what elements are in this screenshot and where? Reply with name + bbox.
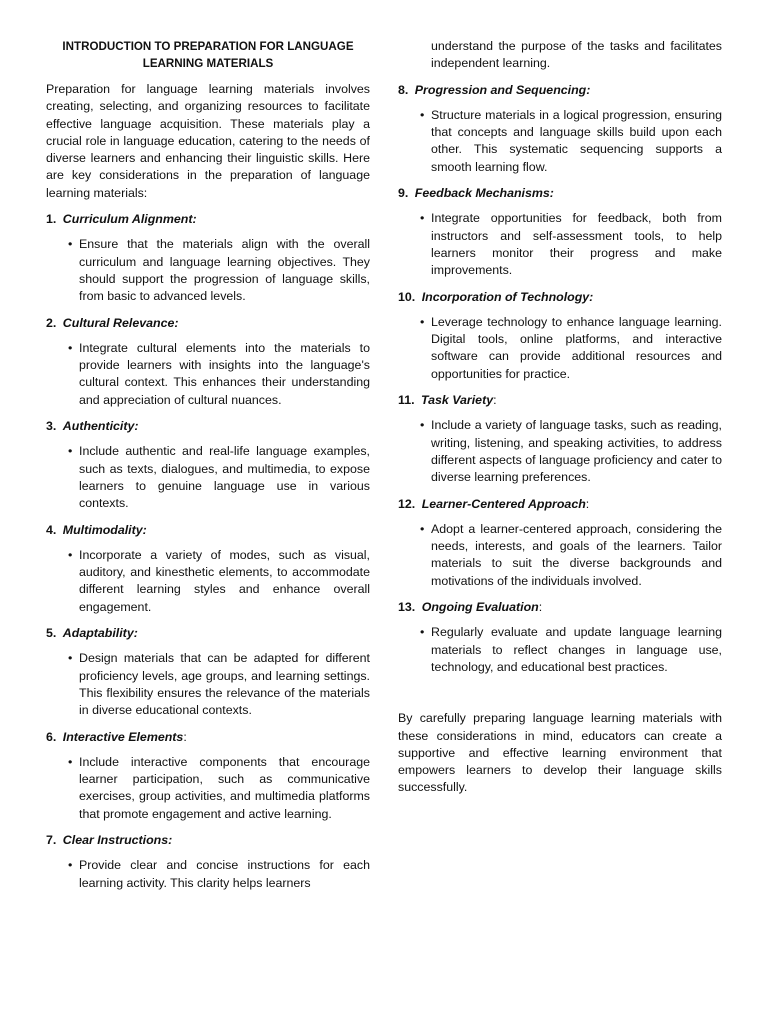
section-2 — [46, 315, 370, 409]
section-title-suffix: : — [493, 393, 497, 408]
section-number: 11. — [398, 393, 415, 408]
section-heading — [398, 392, 722, 409]
bullet-item: • Include interactive components that encourage learner participation, such as communicative exercises, group activities, and multimedia platforms that promote engagement and active learning. — [79, 754, 370, 823]
section-heading — [46, 315, 370, 332]
section-11 — [398, 392, 722, 486]
bullet-list — [46, 650, 370, 719]
bullet-list — [46, 340, 370, 409]
section-number: 12. — [398, 496, 416, 511]
section-title: Incorporation of Technology: — [421, 289, 594, 304]
section-number: 10. — [398, 289, 416, 304]
bullet-item: • Ensure that the materials align with the overall curriculum and language learning objectives. They should support the progression of language skills, from basic to advanced levels. — [79, 236, 370, 305]
section-7-continuation: understand the purpose of the tasks and facilitates independent learning. — [431, 39, 722, 71]
section-heading — [398, 185, 722, 202]
section-number: 5. — [46, 626, 57, 641]
bullet-list — [398, 624, 722, 676]
bullet-item: • Provide clear and concise instructions for each learning activity. This clarity helps learners — [79, 857, 370, 892]
section-title: Multimodality: — [62, 522, 147, 537]
bullet-list — [398, 417, 722, 486]
section-heading — [398, 289, 722, 306]
section-heading — [46, 832, 370, 849]
title-line-1: INTRODUCTION TO PREPARATION FOR LANGUAGE — [62, 40, 354, 53]
title-line-2: LEARNING MATERIALS — [142, 57, 274, 70]
section-9 — [398, 185, 722, 279]
section-4 — [46, 522, 370, 616]
bullet-item: • Integrate opportunities for feedback, both from instructors and self-assessment tools, to help learners monitor their progress and make improvements. — [431, 210, 722, 279]
section-number: 1. — [46, 212, 57, 227]
section-heading — [46, 211, 370, 228]
bullet-list — [398, 521, 722, 590]
section-13 — [398, 599, 722, 676]
section-title: Authenticity: — [62, 419, 139, 434]
section-heading — [398, 82, 722, 99]
bullet-list — [398, 107, 722, 176]
section-number: 3. — [46, 419, 57, 434]
bullet-item: • Include authentic and real-life language examples, such as texts, dialogues, and multimedia, to expose learners to genuine language use in various contexts. — [79, 443, 370, 512]
section-10 — [398, 289, 722, 383]
section-number: 7. — [46, 832, 57, 847]
section-heading — [398, 599, 722, 616]
section-number: 8. — [398, 82, 409, 97]
bullet-item: • Structure materials in a logical progression, ensuring that concepts and language skills build upon each other. This systematic sequencing supports a smooth learning flow. — [431, 107, 722, 176]
section-heading — [46, 729, 370, 746]
section-number: 2. — [46, 315, 57, 330]
section-12 — [398, 496, 722, 590]
bullet-item: • Adopt a learner-centered approach, considering the needs, interests, and goals of the learners. Tailor materials to suit the diverse backgrounds and motivations of the individuals involved. — [431, 521, 722, 590]
section-heading — [398, 496, 722, 513]
bullet-list — [46, 754, 370, 823]
intro-paragraph: Preparation for language learning materials involves creating, selecting, and organizing resources to facilitate effective language acquisition. These materials play a crucial role in language education, catering to the needs of diverse learners and enhancing their linguistic skills. Here are key considerations in the preparation of language learning materials: — [46, 82, 370, 200]
bullet-list — [46, 443, 370, 512]
section-title: Progression and Sequencing: — [414, 82, 591, 97]
right-column — [398, 38, 722, 797]
section-6 — [46, 729, 370, 823]
section-8 — [398, 82, 722, 176]
bullet-list — [398, 314, 722, 383]
section-number: 6. — [46, 729, 57, 744]
section-heading — [46, 625, 370, 642]
section-heading — [46, 418, 370, 435]
left-column — [46, 38, 370, 901]
section-number: 13. — [398, 600, 416, 615]
section-title: Ongoing Evaluation — [421, 600, 539, 615]
section-title: Clear Instructions: — [62, 832, 173, 847]
section-number: 9. — [398, 186, 409, 201]
document-title — [46, 38, 370, 72]
bullet-list — [46, 547, 370, 616]
bullet-item: • Regularly evaluate and update language learning materials to reflect changes in language use, technology, and educational best practices. — [431, 624, 722, 676]
section-title: Task Variety — [421, 393, 494, 408]
section-title-suffix: : — [538, 600, 543, 615]
section-title-suffix: : — [585, 496, 590, 511]
section-title-suffix: : — [183, 729, 187, 744]
section-5 — [46, 625, 370, 719]
bullet-item: • Leverage technology to enhance language learning. Digital tools, online platforms, and interactive software can provide additional resources and opportunities for practice. — [431, 314, 722, 383]
section-number: 4. — [46, 522, 57, 537]
section-title: Cultural Relevance: — [62, 315, 179, 330]
section-title: Interactive Elements — [62, 729, 184, 744]
section-title: Feedback Mechanisms: — [414, 186, 554, 201]
bullet-item: • Design materials that can be adapted for different proficiency levels, age groups, and learning settings. This flexibility ensures the relevance of the materials in diverse educational contexts. — [79, 650, 370, 719]
bullet-item: • Integrate cultural elements into the materials to provide learners with insights into the language's cultural context. This enhances their understanding and appreciation of cultural nuances. — [79, 340, 370, 409]
section-title: Learner-Centered Approach — [421, 496, 586, 511]
bullet-list — [398, 210, 722, 279]
section-heading — [46, 522, 370, 539]
bullet-item: • Include a variety of language tasks, such as reading, writing, listening, and speaking activities, to address different aspects of language proficiency and cater to diverse learning preferences. — [431, 417, 722, 486]
bullet-list — [46, 236, 370, 305]
section-7 — [46, 832, 370, 892]
bullet-list — [46, 857, 370, 892]
conclusion-paragraph: By carefully preparing language learning materials with these considerations in mind, educators can create a supportive and effective learning environment that empowers learners to develop their language skills successfully. — [398, 711, 722, 795]
section-title: Curriculum Alignment: — [62, 212, 197, 227]
section-3 — [46, 418, 370, 512]
section-title: Adaptability: — [62, 626, 138, 641]
section-1 — [46, 211, 370, 305]
bullet-item: • Incorporate a variety of modes, such as visual, auditory, and kinesthetic elements, to accommodate different learning styles and enhance overall engagement. — [79, 547, 370, 616]
